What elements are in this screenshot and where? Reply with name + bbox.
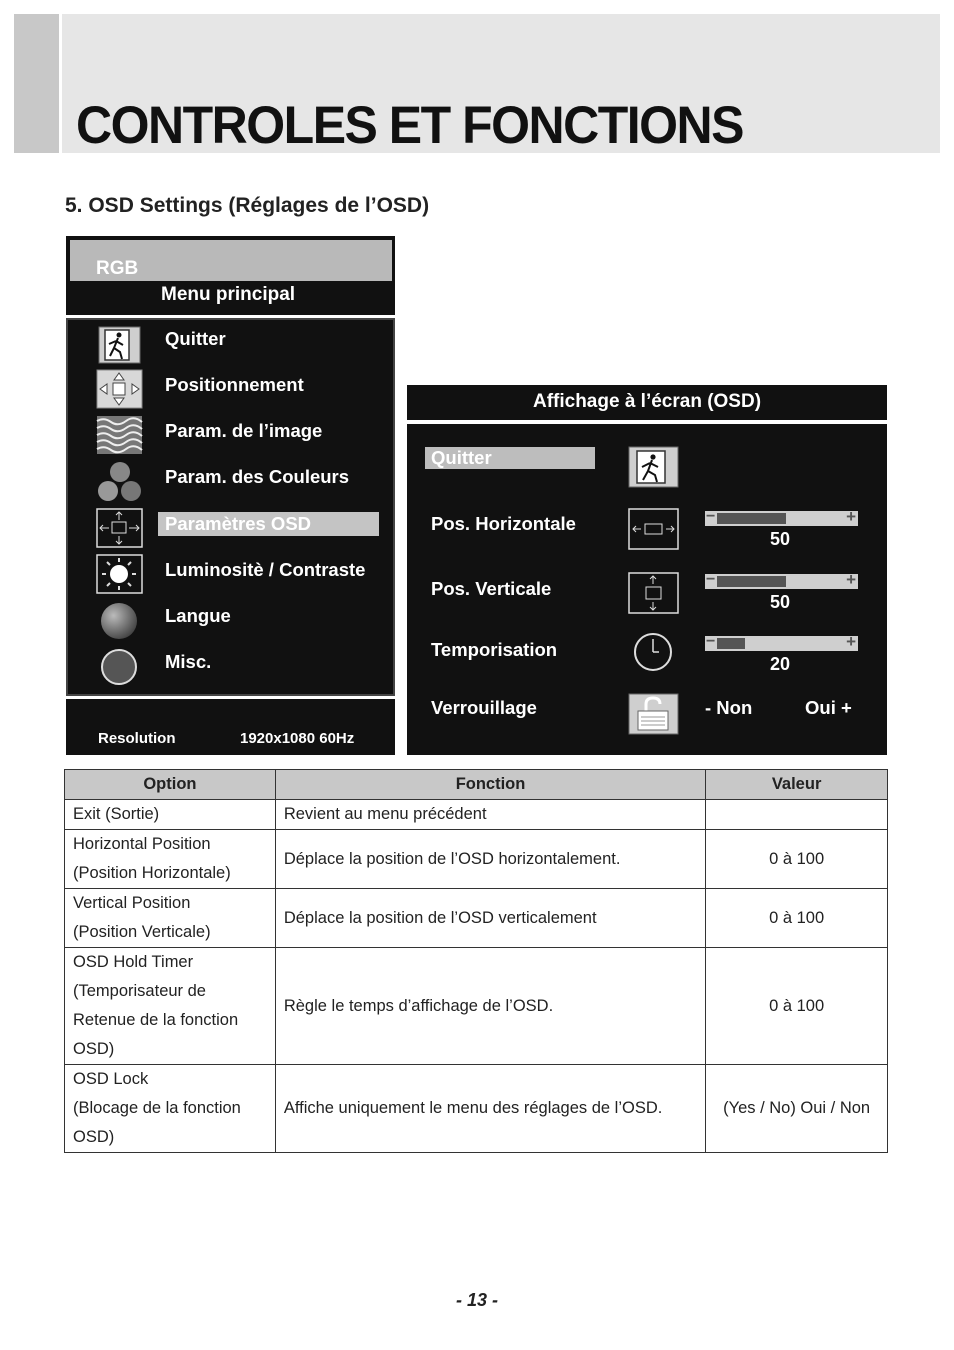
option-cell bbox=[65, 830, 276, 889]
slider-plus-icon: + bbox=[846, 507, 856, 526]
function-cell: Règle le temps d’affichage de l’OSD. bbox=[275, 948, 705, 1065]
resolution-value: 1920x1080 60Hz bbox=[240, 730, 355, 747]
value-cell: 0 à 100 bbox=[706, 830, 888, 889]
header-accent-bar bbox=[14, 14, 59, 153]
table-row bbox=[65, 948, 888, 1065]
exit-icon bbox=[628, 446, 679, 488]
options-table bbox=[64, 769, 888, 1153]
main-menu-item-couleurs[interactable]: Param. des Couleurs bbox=[165, 466, 350, 487]
color-balls-icon bbox=[96, 461, 143, 501]
slider-fill bbox=[717, 513, 786, 524]
slider-minus-icon: − bbox=[706, 633, 716, 650]
unlock-icon bbox=[628, 693, 679, 735]
function-cell: Revient au menu précédent bbox=[275, 800, 705, 830]
exit-icon bbox=[96, 324, 143, 364]
section-title: 5. OSD Settings (Réglages de l’OSD) bbox=[65, 194, 430, 217]
main-menu-item-langue[interactable]: Langue bbox=[165, 605, 231, 626]
column-header-option: Option bbox=[65, 770, 276, 800]
table-row bbox=[65, 830, 888, 889]
value-cell bbox=[706, 800, 888, 830]
option-line: Horizontal Position bbox=[73, 835, 211, 853]
circle-icon bbox=[96, 646, 143, 686]
option-cell bbox=[65, 889, 276, 948]
vertical-position-value: 50 bbox=[770, 592, 791, 612]
value-cell: 0 à 100 bbox=[706, 889, 888, 948]
osd-item-quitter[interactable]: Quitter bbox=[431, 447, 492, 468]
main-menu-item-image[interactable]: Param. de l’image bbox=[165, 420, 323, 441]
option-line: OSD Lock bbox=[73, 1070, 149, 1088]
slider-minus-icon: − bbox=[706, 508, 716, 525]
osd-settings-icon bbox=[96, 508, 143, 548]
value-cell: 0 à 100 bbox=[706, 948, 888, 1065]
page-title: CONTROLES ET FONCTIONS bbox=[76, 95, 743, 155]
osd-item-pos-verticale[interactable]: Pos. Verticale bbox=[431, 578, 552, 599]
globe-icon bbox=[96, 600, 143, 640]
option-line: OSD) bbox=[73, 1128, 115, 1146]
page-number: - 13 - bbox=[455, 1290, 498, 1310]
osd-item-temporisation[interactable]: Temporisation bbox=[431, 639, 558, 660]
osd-menu-header bbox=[407, 385, 887, 420]
main-menu-item-osd[interactable]: Paramètres OSD bbox=[165, 513, 312, 534]
slider-fill bbox=[717, 638, 745, 649]
table-row bbox=[65, 889, 888, 948]
resolution-label: Resolution bbox=[98, 730, 176, 747]
option-line: OSD Hold Timer bbox=[73, 953, 194, 971]
hold-timer-slider[interactable] bbox=[705, 632, 858, 651]
osd-item-verrouillage[interactable]: Verrouillage bbox=[431, 697, 537, 718]
main-menu-item-luminosite[interactable]: Luminositè / Contraste bbox=[165, 559, 366, 580]
osd-menu-title: Affichage à l’écran (OSD) bbox=[532, 391, 762, 412]
sun-icon bbox=[96, 554, 143, 594]
function-cell: Déplace la position de l’OSD horizontalement. bbox=[275, 830, 705, 889]
horizontal-position-slider[interactable] bbox=[705, 507, 858, 526]
option-cell bbox=[65, 1065, 276, 1153]
function-cell: Affiche uniquement le menu des réglages de l’OSD. bbox=[275, 1065, 705, 1153]
main-menu-title: Menu principal bbox=[161, 284, 296, 305]
table-row bbox=[65, 1065, 888, 1153]
option-line: OSD) bbox=[73, 1040, 115, 1058]
image-noise-icon bbox=[96, 415, 143, 455]
slider-fill bbox=[717, 576, 786, 587]
hold-timer-value: 20 bbox=[770, 654, 791, 674]
value-cell: (Yes / No) Oui / Non bbox=[706, 1065, 888, 1153]
source-label: RGB bbox=[96, 258, 139, 279]
slider-plus-icon: + bbox=[846, 570, 856, 589]
vertical-arrows-icon bbox=[628, 572, 679, 614]
main-menu-item-positionnement[interactable]: Positionnement bbox=[165, 374, 304, 395]
resolution-footer bbox=[66, 699, 395, 755]
source-bar bbox=[70, 240, 392, 281]
function-cell: Déplace la position de l’OSD verticalement bbox=[275, 889, 705, 948]
vertical-position-slider[interactable] bbox=[705, 570, 858, 589]
option-cell bbox=[65, 948, 276, 1065]
option-line: (Blocage de la fonction bbox=[73, 1099, 241, 1117]
slider-minus-icon: − bbox=[706, 571, 716, 588]
lock-option-non[interactable]: - Non bbox=[705, 697, 753, 718]
main-menu-item-misc[interactable]: Misc. bbox=[165, 651, 212, 672]
option-cell bbox=[65, 800, 276, 830]
option-line: Exit (Sortie) bbox=[73, 805, 160, 823]
option-line: (Temporisateur de bbox=[73, 982, 206, 1000]
main-menu-item-quitter[interactable]: Quitter bbox=[165, 328, 226, 349]
osd-item-pos-horizontale[interactable]: Pos. Horizontale bbox=[431, 513, 576, 534]
option-line: (Position Verticale) bbox=[73, 923, 211, 941]
option-line: Vertical Position bbox=[73, 894, 191, 912]
clock-icon bbox=[628, 631, 679, 673]
lock-option-oui[interactable]: Oui + bbox=[805, 697, 852, 718]
table-row bbox=[65, 800, 888, 830]
table-header-row bbox=[65, 770, 888, 800]
position-arrows-icon bbox=[96, 369, 143, 409]
horizontal-arrows-icon bbox=[628, 508, 679, 550]
option-line: Retenue de la fonction bbox=[73, 1011, 239, 1029]
column-header-fonction: Fonction bbox=[275, 770, 705, 800]
option-line: (Position Horizontale) bbox=[73, 864, 231, 882]
column-header-valeur: Valeur bbox=[706, 770, 888, 800]
slider-plus-icon: + bbox=[846, 632, 856, 651]
horizontal-position-value: 50 bbox=[770, 529, 791, 549]
